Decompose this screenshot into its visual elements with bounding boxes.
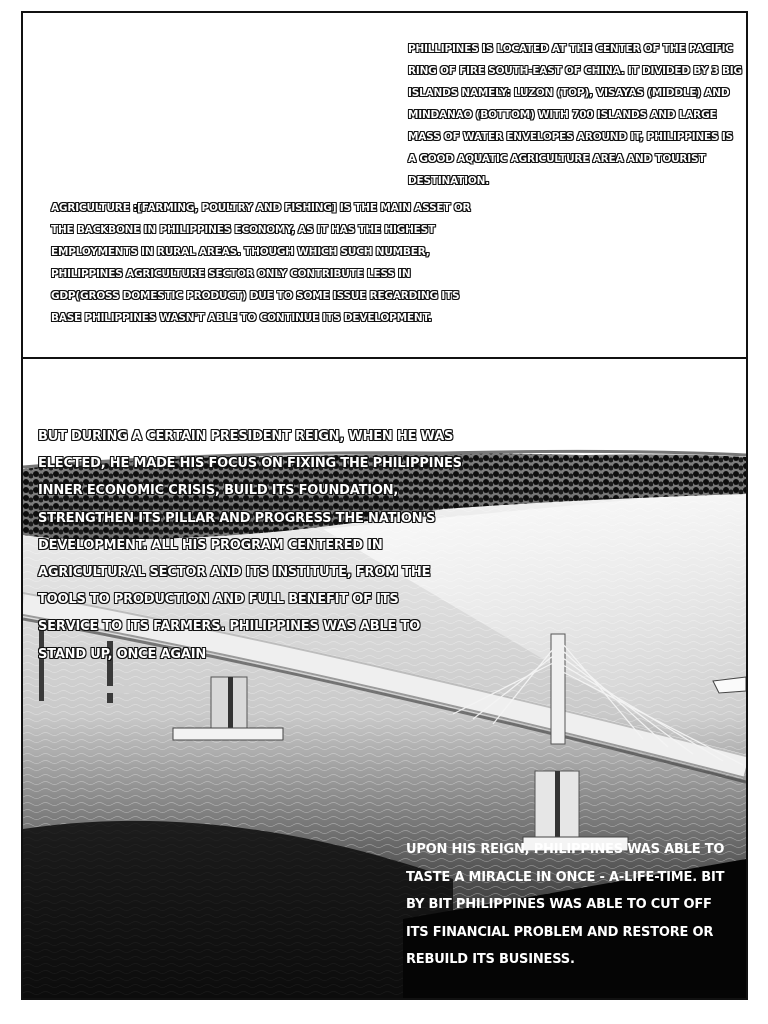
caption-philippines-location: PHILLIPINES IS LOCATED AT THE CENTER OF THE PACIFIC RING OF FIRE SOUTH-EAST OF CHINA. IT DIVIDED BY 3 BIG ISLANDS NAMELY: LUZON (TOP), VISAYAS (MIDDLE) AND MINDANAO (BOTTOM) WITH 700 ISLANDS AND LARGE MASS OF WATER ENVELOPES AROUND IT, PHILIPPINES IS A GOOD AQUATIC AGRICULTURE AREA AND TOURIST DESTINATION. <box>408 43 742 187</box>
bottom-panel <box>21 357 748 1000</box>
caption-miracle-recovery: UPON HIS REIGN, PHILIPPINES WAS ABLE TO TASTE A MIRACLE IN ONCE - A-LIFE-TIME. BIT BY BIT PHILIPPINES WAS ABLE TO CUT OFF ITS FINANCIAL PROBLEM AND RESTORE OR REBUILD ITS BUSINESS. <box>406 842 725 967</box>
caption-agriculture-backbone: AGRICULTURE :[FARMING, POULTRY AND FISHING] IS THE MAIN ASSET OR THE BACKBONE IN PHILIPPINES ECONOMY, AS IT HAS THE HIGHEST EMPLOYMENTS IN RURAL AREAS. THOUGH WHICH SUCH NUMBER, PHILIPPINES AGRICULTURE SECTOR ONLY CONTRIBUTE LESS IN GDP(GROSS DOMESTIC PRODUCT) DUE TO SOME ISSUE REGARDING ITS BASE PHILIPPINES WASN'T ABLE TO CONTINUE ITS DEVELOPMENT. <box>51 202 471 324</box>
top-panel <box>21 11 748 359</box>
caption-president-reign: BUT DURING A CERTAIN PRESIDENT REIGN, WHEN HE WAS ELECTED, HE MADE HIS FOCUS ON FIXING THE PHILIPPINES INNER ECONOMIC CRISIS, BUILD ITS FOUNDATION, STRENGTHEN ITS PILLAR AND PROGRESS THE NATION'S DEVELOPMENT. ALL HIS PROGRAM CENTERED IN AGRICULTURAL SECTOR AND ITS INSTITUTE, FROM THE TOOLS TO PRODUCTION AND FULL BENEFIT OF ITS SERVICE TO ITS FARMERS. PHILIPPINES WAS ABLE TO STAND UP, ONCE AGAIN <box>38 429 462 662</box>
